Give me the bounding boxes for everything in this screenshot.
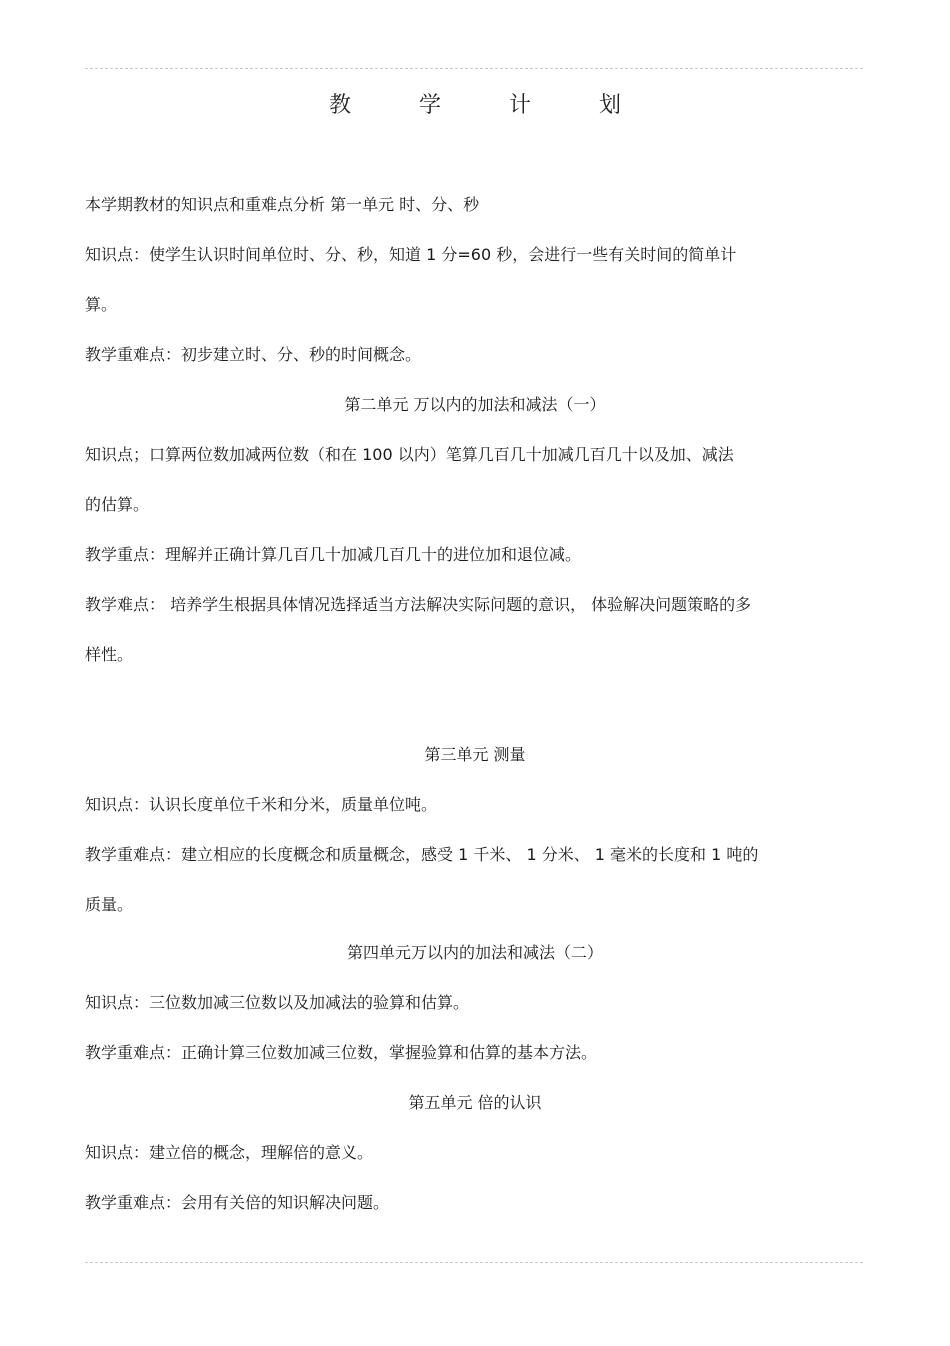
unit2-key-points: 教学重点：理解并正确计算几百几十加减几百几十的进位加和退位减。 xyxy=(85,545,582,564)
title-char: 划 xyxy=(598,93,621,118)
unit2-knowledge-cont: 的估算。 xyxy=(85,495,150,514)
unit5-knowledge: 知识点：建立倍的概念，理解倍的意义。 xyxy=(85,1143,374,1162)
unit2-difficulties: 教学难点： 培养学生根据具体情况选择适当方法解决实际问题的意识， 体验解决问题策略的多 xyxy=(85,595,752,614)
unit3-heading: 第三单元 测量 xyxy=(424,745,526,764)
title-char: 学 xyxy=(418,93,441,118)
unit4-key-points: 教学重难点：正确计算三位数加减三位数，掌握验算和估算的基本方法。 xyxy=(85,1043,598,1062)
unit3-key-points-cont: 质量。 xyxy=(85,895,134,914)
unit2-heading: 第二单元 万以内的加法和减法（一） xyxy=(344,395,606,414)
unit4-knowledge: 知识点：三位数加减三位数以及加减法的验算和估算。 xyxy=(85,993,470,1012)
top-divider xyxy=(85,68,863,69)
title-char: 教 xyxy=(328,93,351,118)
unit3-key-points: 教学重难点：建立相应的长度概念和质量概念，感受 1 千米、 1 分米、 1 毫米的长度和 1 吨的 xyxy=(85,845,759,864)
unit5-key-points: 教学重难点：会用有关倍的知识解决问题。 xyxy=(85,1193,390,1212)
unit2-difficulties-cont: 样性。 xyxy=(85,645,134,664)
unit1-knowledge: 知识点：使学生认识时间单位时、分、秒，知道 1 分=60 秒，会进行一些有关时间的简单计 xyxy=(85,245,737,264)
bottom-divider xyxy=(85,1262,863,1263)
unit1-key-points: 教学重难点：初步建立时、分、秒的时间概念。 xyxy=(85,345,422,364)
unit2-knowledge: 知识点；口算两位数加减两位数（和在 100 以内）笔算几百几十加减几百几十以及加、减法 xyxy=(85,445,734,464)
page-title xyxy=(0,88,950,119)
unit3-knowledge: 知识点：认识长度单位千米和分米，质量单位吨。 xyxy=(85,795,438,814)
title-char: 计 xyxy=(508,93,531,118)
unit5-heading: 第五单元 倍的认识 xyxy=(408,1093,542,1112)
unit1-knowledge-cont: 算。 xyxy=(85,295,118,314)
unit4-heading: 第四单元万以内的加法和减法（二） xyxy=(346,943,603,962)
intro-line: 本学期教材的知识点和重难点分析 第一单元 时、分、秒 xyxy=(85,195,480,214)
